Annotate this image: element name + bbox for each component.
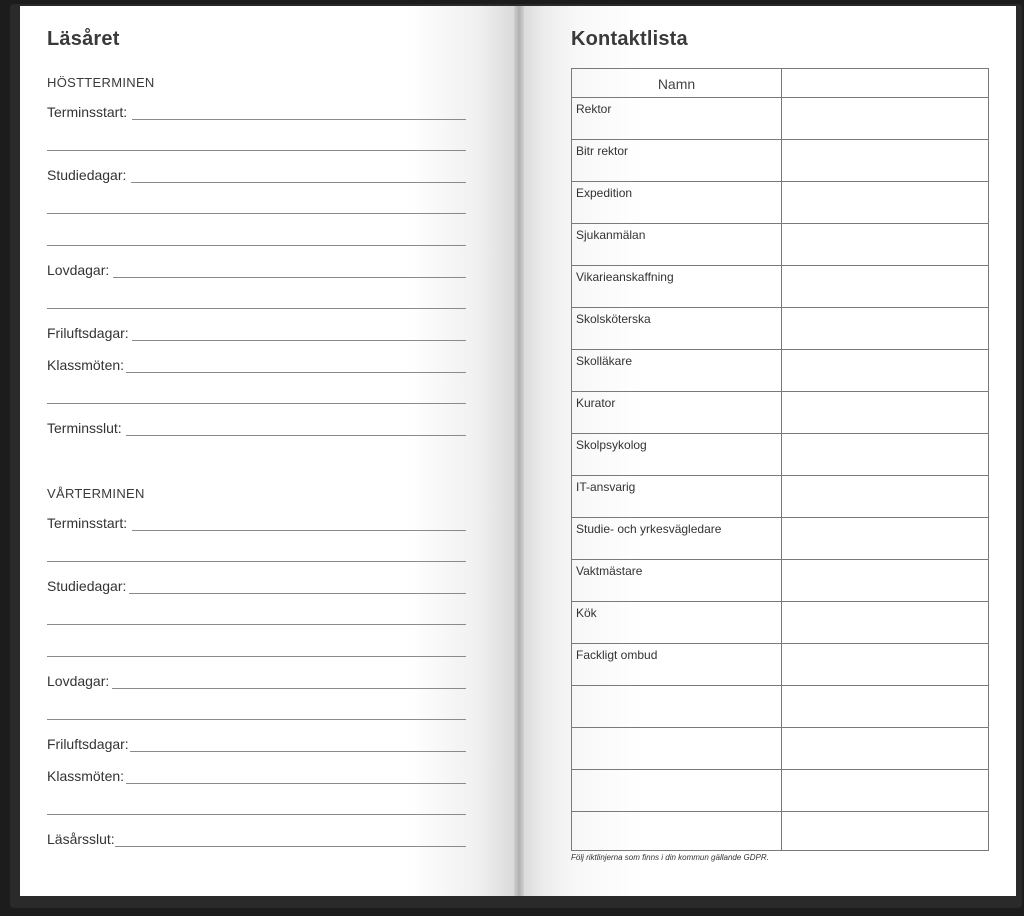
field-label: Terminsslut:: [47, 420, 122, 436]
right-page-title: Kontaktlista: [571, 28, 688, 50]
row-divider: [572, 433, 988, 434]
spring-term-start-field[interactable]: [47, 514, 466, 534]
blank-rule: [47, 213, 466, 214]
row-divider: [572, 97, 988, 98]
left-page: [20, 6, 518, 896]
school-year-end-field[interactable]: [47, 830, 466, 850]
left-page-title: Läsåret: [47, 28, 120, 50]
autumn-study-days-field[interactable]: [47, 166, 466, 186]
write-line: [126, 783, 466, 784]
field-label: Friluftsdagar:: [47, 736, 129, 752]
contact-row-label: Skolläkare: [576, 354, 633, 368]
blank-rule: [47, 245, 466, 246]
autumn-term-heading: HÖSTTERMINEN: [47, 75, 155, 90]
autumn-term-end-field[interactable]: [47, 419, 466, 439]
contact-table: [571, 68, 989, 851]
blank-rule: [47, 561, 466, 562]
contact-row-label: Kök: [576, 606, 597, 620]
blank-rule: [47, 308, 466, 309]
write-line: [129, 593, 466, 594]
contact-row-label: Bitr rektor: [576, 144, 629, 158]
write-line: [130, 751, 466, 752]
field-label: Läsårsslut:: [47, 831, 115, 847]
write-line: [115, 846, 466, 847]
row-divider: [572, 643, 988, 644]
blank-rule: [47, 624, 466, 625]
autumn-class-meetings-field[interactable]: [47, 356, 466, 376]
blank-rule: [47, 150, 466, 151]
write-line: [132, 530, 466, 531]
write-line: [132, 340, 466, 341]
row-divider: [572, 727, 988, 728]
spring-study-days-field[interactable]: [47, 577, 466, 597]
write-line: [132, 119, 466, 120]
field-label: Friluftsdagar:: [47, 325, 129, 341]
contact-row-label: Skolpsykolog: [576, 438, 647, 452]
spring-class-meetings-field[interactable]: [47, 767, 466, 787]
column-divider: [781, 69, 782, 850]
row-divider: [572, 349, 988, 350]
field-label: Klassmöten:: [47, 768, 125, 784]
name-column-header: Namn: [657, 76, 696, 92]
field-label: Studiedagar:: [47, 578, 127, 594]
spring-term-heading: VÅRTERMINEN: [47, 486, 145, 501]
row-divider: [572, 517, 988, 518]
book-spine: [514, 6, 524, 896]
row-divider: [572, 685, 988, 686]
contact-row-label: Rektor: [576, 102, 612, 116]
autumn-outdoor-days-field[interactable]: [47, 324, 466, 344]
field-label: Lovdagar:: [47, 673, 110, 689]
field-label: Terminsstart:: [47, 104, 128, 120]
contact-row-label: Studie- och yrkesvägledare: [576, 522, 722, 536]
field-label: Studiedagar:: [47, 167, 127, 183]
contact-row-label: Kurator: [576, 396, 616, 410]
row-divider: [572, 601, 988, 602]
write-line: [112, 688, 466, 689]
autumn-term-start-field[interactable]: [47, 103, 466, 123]
row-divider: [572, 769, 988, 770]
blank-rule: [47, 814, 466, 815]
autumn-holidays-field[interactable]: [47, 261, 466, 281]
row-divider: [572, 265, 988, 266]
blank-rule: [47, 656, 466, 657]
field-label: Klassmöten:: [47, 357, 125, 373]
row-divider: [572, 811, 988, 812]
field-label: Lovdagar:: [47, 262, 110, 278]
contact-row-label: Vaktmästare: [576, 564, 643, 578]
field-label: Terminsstart:: [47, 515, 128, 531]
row-divider: [572, 559, 988, 560]
blank-rule: [47, 719, 466, 720]
write-line: [113, 277, 466, 278]
contact-row-label: Sjukanmälan: [576, 228, 646, 242]
write-line: [126, 372, 466, 373]
blank-rule: [47, 403, 466, 404]
contact-row-label: Fackligt ombud: [576, 648, 658, 662]
row-divider: [572, 223, 988, 224]
row-divider: [572, 139, 988, 140]
write-line: [126, 435, 466, 436]
contact-row-label: IT-ansvarig: [576, 480, 636, 494]
row-divider: [572, 391, 988, 392]
spring-outdoor-days-field[interactable]: [47, 735, 466, 755]
contact-row-label: Expedition: [576, 186, 633, 200]
row-divider: [572, 181, 988, 182]
contact-row-label: Skolsköterska: [576, 312, 651, 326]
write-line: [131, 182, 466, 183]
row-divider: [572, 307, 988, 308]
gdpr-footnote: Följ riktlinjerna som finns i din kommun gällande GDPR.: [571, 853, 769, 862]
contact-row-label: Vikarieanskaffning: [576, 270, 674, 284]
spring-holidays-field[interactable]: [47, 672, 466, 692]
row-divider: [572, 475, 988, 476]
